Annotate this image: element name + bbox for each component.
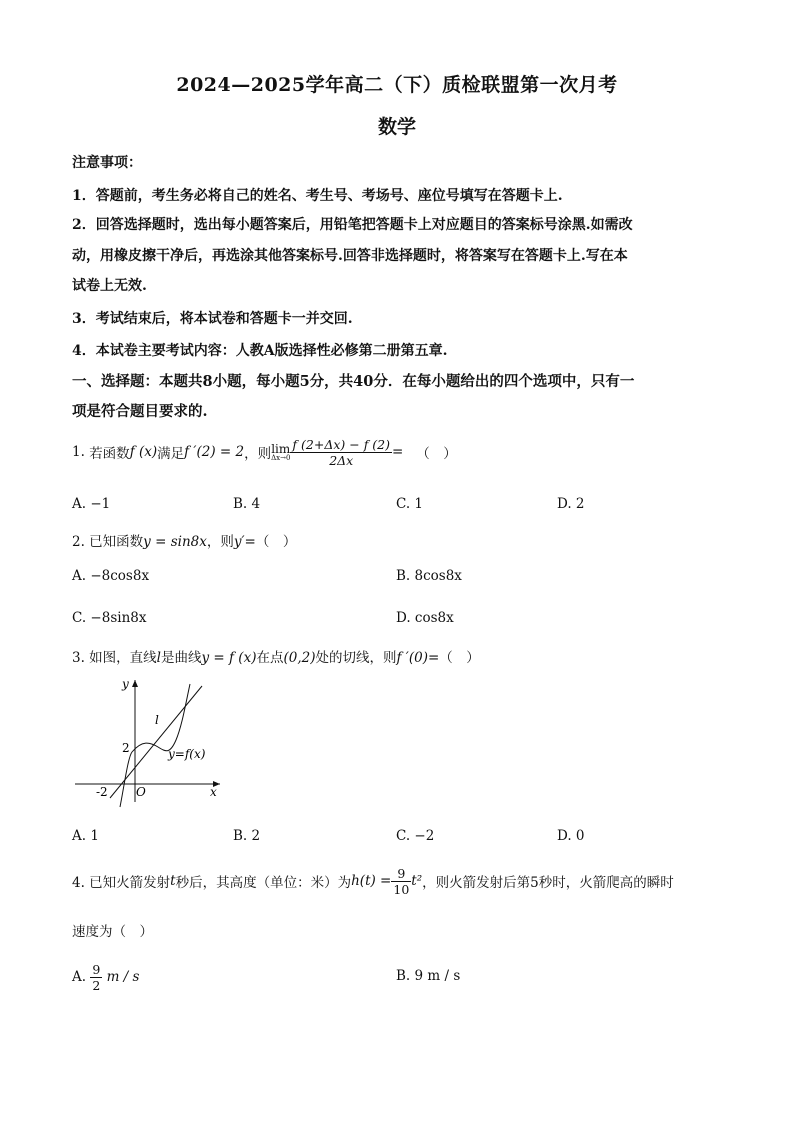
q1-equals: = <box>392 444 404 460</box>
q1-number: 1. <box>72 444 85 460</box>
q4-option-a-fraction: $\frac{9}{2}$ <box>92 961 101 993</box>
q3-option-c[interactable]: C. −2 <box>396 828 435 844</box>
question-3: 3. 如图，直线l是曲线y = f (x)在点(0,2)处的切线，则f ′(0)=（ ） <box>72 650 480 666</box>
q4-option-b[interactable]: B. 9 m / s <box>396 968 461 984</box>
q1-limit: lim Δx→0 <box>271 441 291 462</box>
q3-figure <box>70 672 230 810</box>
q4-fraction: $\frac{9}{10}$ <box>393 865 410 897</box>
q3-option-d[interactable]: D. 0 <box>557 828 585 844</box>
section-heading-line-1: 一、选择题：本题共8小题，每小题5分，共40分．在每小题给出的四个选项中，只有一 <box>72 373 635 390</box>
q1-fx: f (x) <box>129 444 158 460</box>
question-4-line-2: 速度为（ ） <box>72 924 153 940</box>
q2-option-d[interactable]: D. cos8x <box>396 610 454 626</box>
figure-line-label: l <box>155 713 159 727</box>
note-line-4: 试卷上无效. <box>72 278 147 294</box>
curve <box>120 684 190 807</box>
y-axis-arrow <box>132 680 138 687</box>
q3-option-b[interactable]: B. 2 <box>233 828 261 844</box>
q1-option-c[interactable]: C. 1 <box>396 496 424 512</box>
exam-title: 2024—2025学年高二（下）质检联盟第一次月考 <box>176 74 618 96</box>
question-4: 4. 已知火箭发射 t 秒后，其高度（单位：米）为 h(t) = $\frac{9}{10}$ t² ，则火箭发射后第5秒时，火箭爬高的瞬时 <box>72 865 674 897</box>
note-line-3: 动，用橡皮擦干净后，再选涂其他答案标号.回答非选择题时，将答案写在答题卡上.写在本 <box>72 248 628 264</box>
notes-heading: 注意事项： <box>72 155 142 171</box>
figure-x-label: x <box>210 785 217 799</box>
note-line-2: 2．回答选择题时，选出每小题答案后，用铅笔把答题卡上对应题目的答案标号涂黑.如需改 <box>72 217 633 233</box>
q1-option-b[interactable]: B. 4 <box>233 496 261 512</box>
figure-tick-y: 2 <box>122 741 130 755</box>
q1-answer-paren: （ ） <box>416 446 457 462</box>
q2-option-b[interactable]: B. 8cos8x <box>396 568 462 584</box>
figure-tick-x: -2 <box>96 785 108 799</box>
q1-text-mid: 满足 <box>157 446 185 462</box>
q1-option-a[interactable]: A. −1 <box>72 496 111 512</box>
section-heading-line-2: 项是符合题目要求的. <box>72 403 208 420</box>
q1-condition: f ′(2) = 2 <box>184 444 245 460</box>
q1-fraction: $\frac{f (2+\Delta x) - f (2)}{2\Delta x}$ <box>292 436 391 468</box>
figure-curve-label: y=f(x) <box>168 747 206 761</box>
q2-derivative: y′ <box>233 534 245 550</box>
q2-option-a[interactable]: A. −8cos8x <box>72 568 150 584</box>
question-1 <box>72 430 457 474</box>
question-2: 2. 已知函数y = sin8x，则y′=（ ） <box>72 534 297 550</box>
figure-y-label: y <box>122 677 129 691</box>
q2-option-c[interactable]: C. −8sin8x <box>72 610 147 626</box>
note-line-5: 3．考试结束后，将本试卷和答题卡一并交回. <box>72 311 353 327</box>
note-line-1: 1．答题前，考生务必将自己的姓名、考生号、考场号、座位号填写在答题卡上. <box>72 188 563 204</box>
q1-comma: ，则 <box>244 446 272 462</box>
q2-function: y = sin8x <box>143 534 207 550</box>
q1-option-d[interactable]: D. 2 <box>557 496 585 512</box>
figure-origin-label: O <box>136 785 146 799</box>
q3-option-a[interactable]: A. 1 <box>72 828 99 844</box>
q4-option-a[interactable]: A. $\frac{9}{2}$ m / s <box>72 961 140 993</box>
exam-subject: 数学 <box>377 116 416 138</box>
note-line-6: 4．本试卷主要考试内容：人教A版选择性必修第二册第五章. <box>72 343 448 359</box>
q1-text-pre: 若函数 <box>89 446 130 462</box>
